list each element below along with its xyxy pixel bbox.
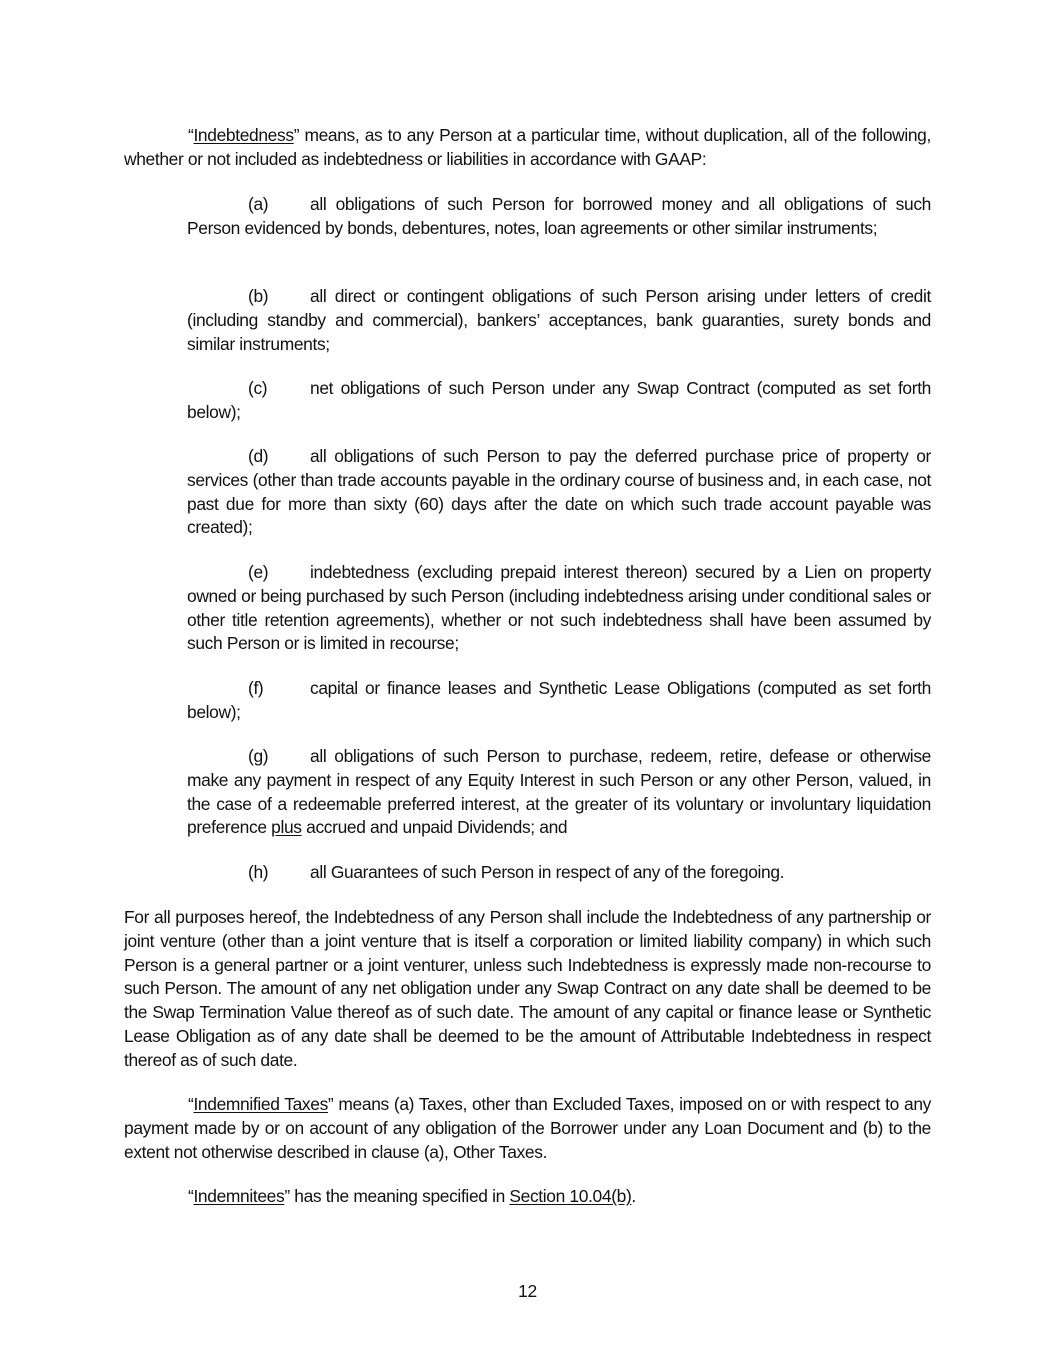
indebtedness-closing-paragraph: For all purposes hereof, the Indebtedness of any Person shall include the Indebtedness of any partnership or joint venture (other than a joint venture that is itself a corporation or limited liability company) in which such Person is a general partner or a joint venturer, unless such Indebtedness is expressly made non-recourse to such Person. The amount of any net obligation under any Swap Contract on any date shall be deemed to be the Swap Termination Value thereof as of such date. The amount of any capital or finance lease or Synthetic Lease Obligation as of any date shall be deemed to be the amount of Attributable Indebtedness in respect thereof as of such date. <box>124 907 931 1070</box>
clause-c: (c) net obligations of such Person under any Swap Contract (computed as set forth below); <box>187 378 931 422</box>
defined-term: Indemnitees <box>193 1186 285 1206</box>
indebtedness-definition: “Indebtedness” means, as to any Person at a particular time, without duplication, all of the following, whether or not included as indebtedness or liabilities in accordance with GAAP: <box>124 125 931 169</box>
indemnified-taxes-definition: “Indemnified Taxes” means (a) Taxes, other than Excluded Taxes, imposed on or with respect to any payment made by or on account of any obligation of the Borrower under any Loan Document and (b) to the extent not otherwise described in clause (a), Other Taxes. <box>124 1094 931 1162</box>
clause-b: (b) all direct or contingent obligations of such Person arising under letters of credit (including standby and commercial), bankers’ acceptances, bank guaranties, surety bonds and similar instruments; <box>187 286 931 354</box>
defined-term: Indemnified Taxes <box>193 1094 328 1114</box>
defined-term: Indebtedness <box>193 125 294 145</box>
clause-d: (d) all obligations of such Person to pay the deferred purchase price of property or services (other than trade accounts payable in the ordinary course of business and, in each case, not past due for more than sixty (60) days after the date on which such trade account payable was created); <box>187 446 931 538</box>
clause-f: (f) capital or finance leases and Synthetic Lease Obligations (computed as set forth below); <box>187 678 931 722</box>
page-number: 12 <box>518 1281 537 1301</box>
clause-h: (h) all Guarantees of such Person in respect of any of the foregoing. <box>248 862 785 882</box>
clause-a: (a) all obligations of such Person for borrowed money and all obligations of such Person evidenced by bonds, debentures, notes, loan agreements or other similar instruments; <box>187 194 931 238</box>
plus-term: plus <box>271 817 302 838</box>
clause-g: (g) all obligations of such Person to purchase, redeem, retire, defease or otherwise make any payment in respect of any Equity Interest in such Person or any other Person, valued, in the case of a redeemable preferred interest, at the greater of its voluntary or involuntary liquidation preference plus accrued and unpaid Dividends; and <box>187 746 931 838</box>
section-reference: Section 10.04(b) <box>509 1186 632 1206</box>
indemnitees-definition: “Indemnitees” has the meaning specified in Section 10.04(b). <box>188 1186 636 1206</box>
clause-e: (e) indebtedness (excluding prepaid interest thereon) secured by a Lien on property owned or being purchased by such Person (including indebtedness arising under conditional sales or other title retention agreements), whether or not such indebtedness shall have been assumed by such Person or is limited in recourse; <box>187 562 931 654</box>
